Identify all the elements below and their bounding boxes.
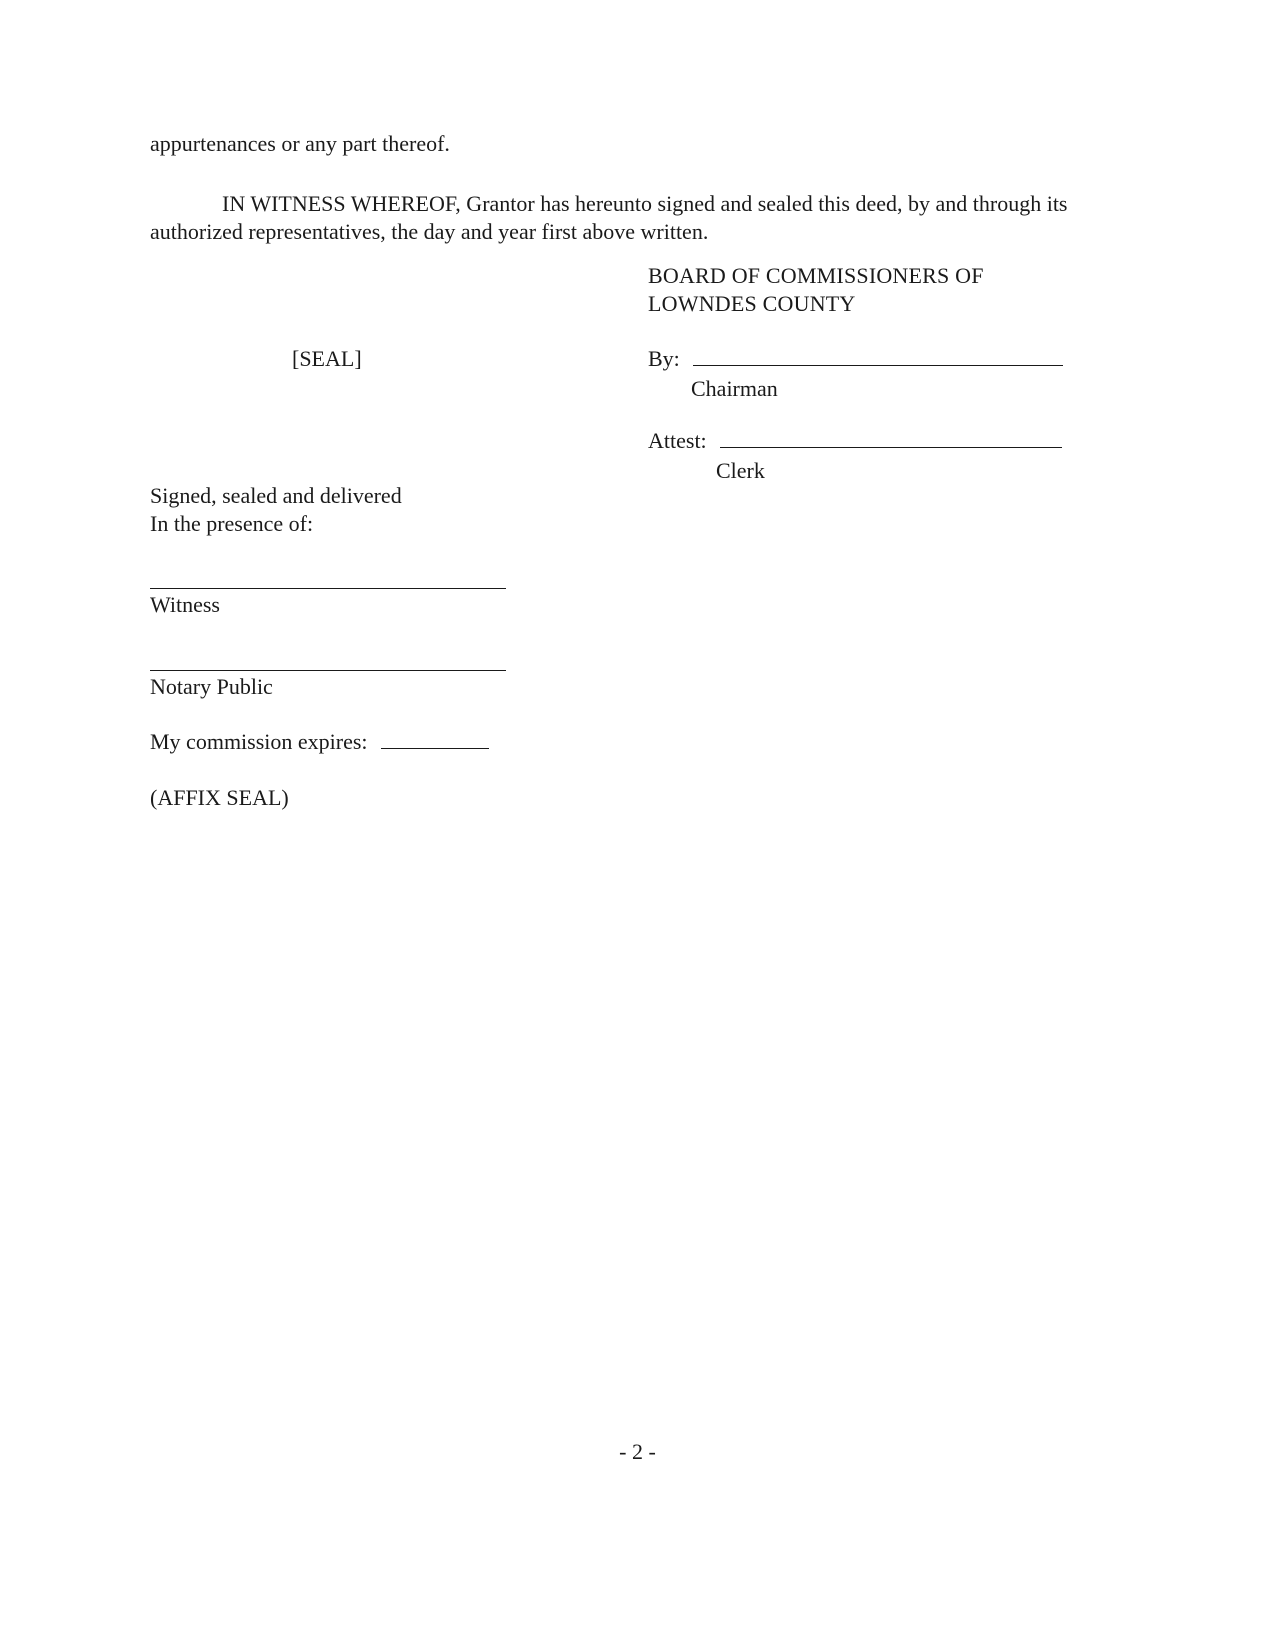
board-line-1: BOARD OF COMMISSIONERS OF (648, 263, 984, 288)
affix-seal-label: (AFFIX SEAL) (150, 785, 289, 810)
commission-block (150, 728, 489, 756)
by-signature-line (693, 347, 1063, 366)
attest-label: Attest: (648, 428, 707, 453)
by-label: By: (648, 346, 680, 371)
grantor-name-block (648, 262, 984, 318)
chairman-label: Chairman (691, 376, 778, 401)
notary-label: Notary Public (150, 674, 273, 699)
by-signature-block (648, 345, 1063, 403)
commission-label: My commission expires: (150, 729, 368, 754)
commission-expiry-line (381, 730, 489, 749)
witness-paragraph: IN WITNESS WHEREOF, Grantor has hereunto signed and sealed this deed, by and through its authorized representatives, the day and year first above written. (150, 191, 1068, 244)
notary-signature-block (150, 648, 506, 701)
attest-signature-block (648, 427, 1062, 485)
attest-signature-line (720, 429, 1062, 448)
signed-line-1: Signed, sealed and delivered (150, 483, 402, 508)
witness-label: Witness (150, 592, 220, 617)
board-line-2: LOWNDES COUNTY (648, 291, 856, 316)
seal-label: [SEAL] (292, 346, 362, 371)
signed-sealed-block (150, 482, 402, 538)
notary-signature-line (150, 648, 506, 671)
intro-line: appurtenances or any part thereof. (150, 131, 450, 156)
witness-signature-line (150, 566, 506, 589)
page-number: - 2 - (619, 1439, 656, 1464)
clerk-label: Clerk (716, 458, 765, 483)
witness-signature-block (150, 566, 506, 619)
signed-line-2: In the presence of: (150, 511, 314, 536)
